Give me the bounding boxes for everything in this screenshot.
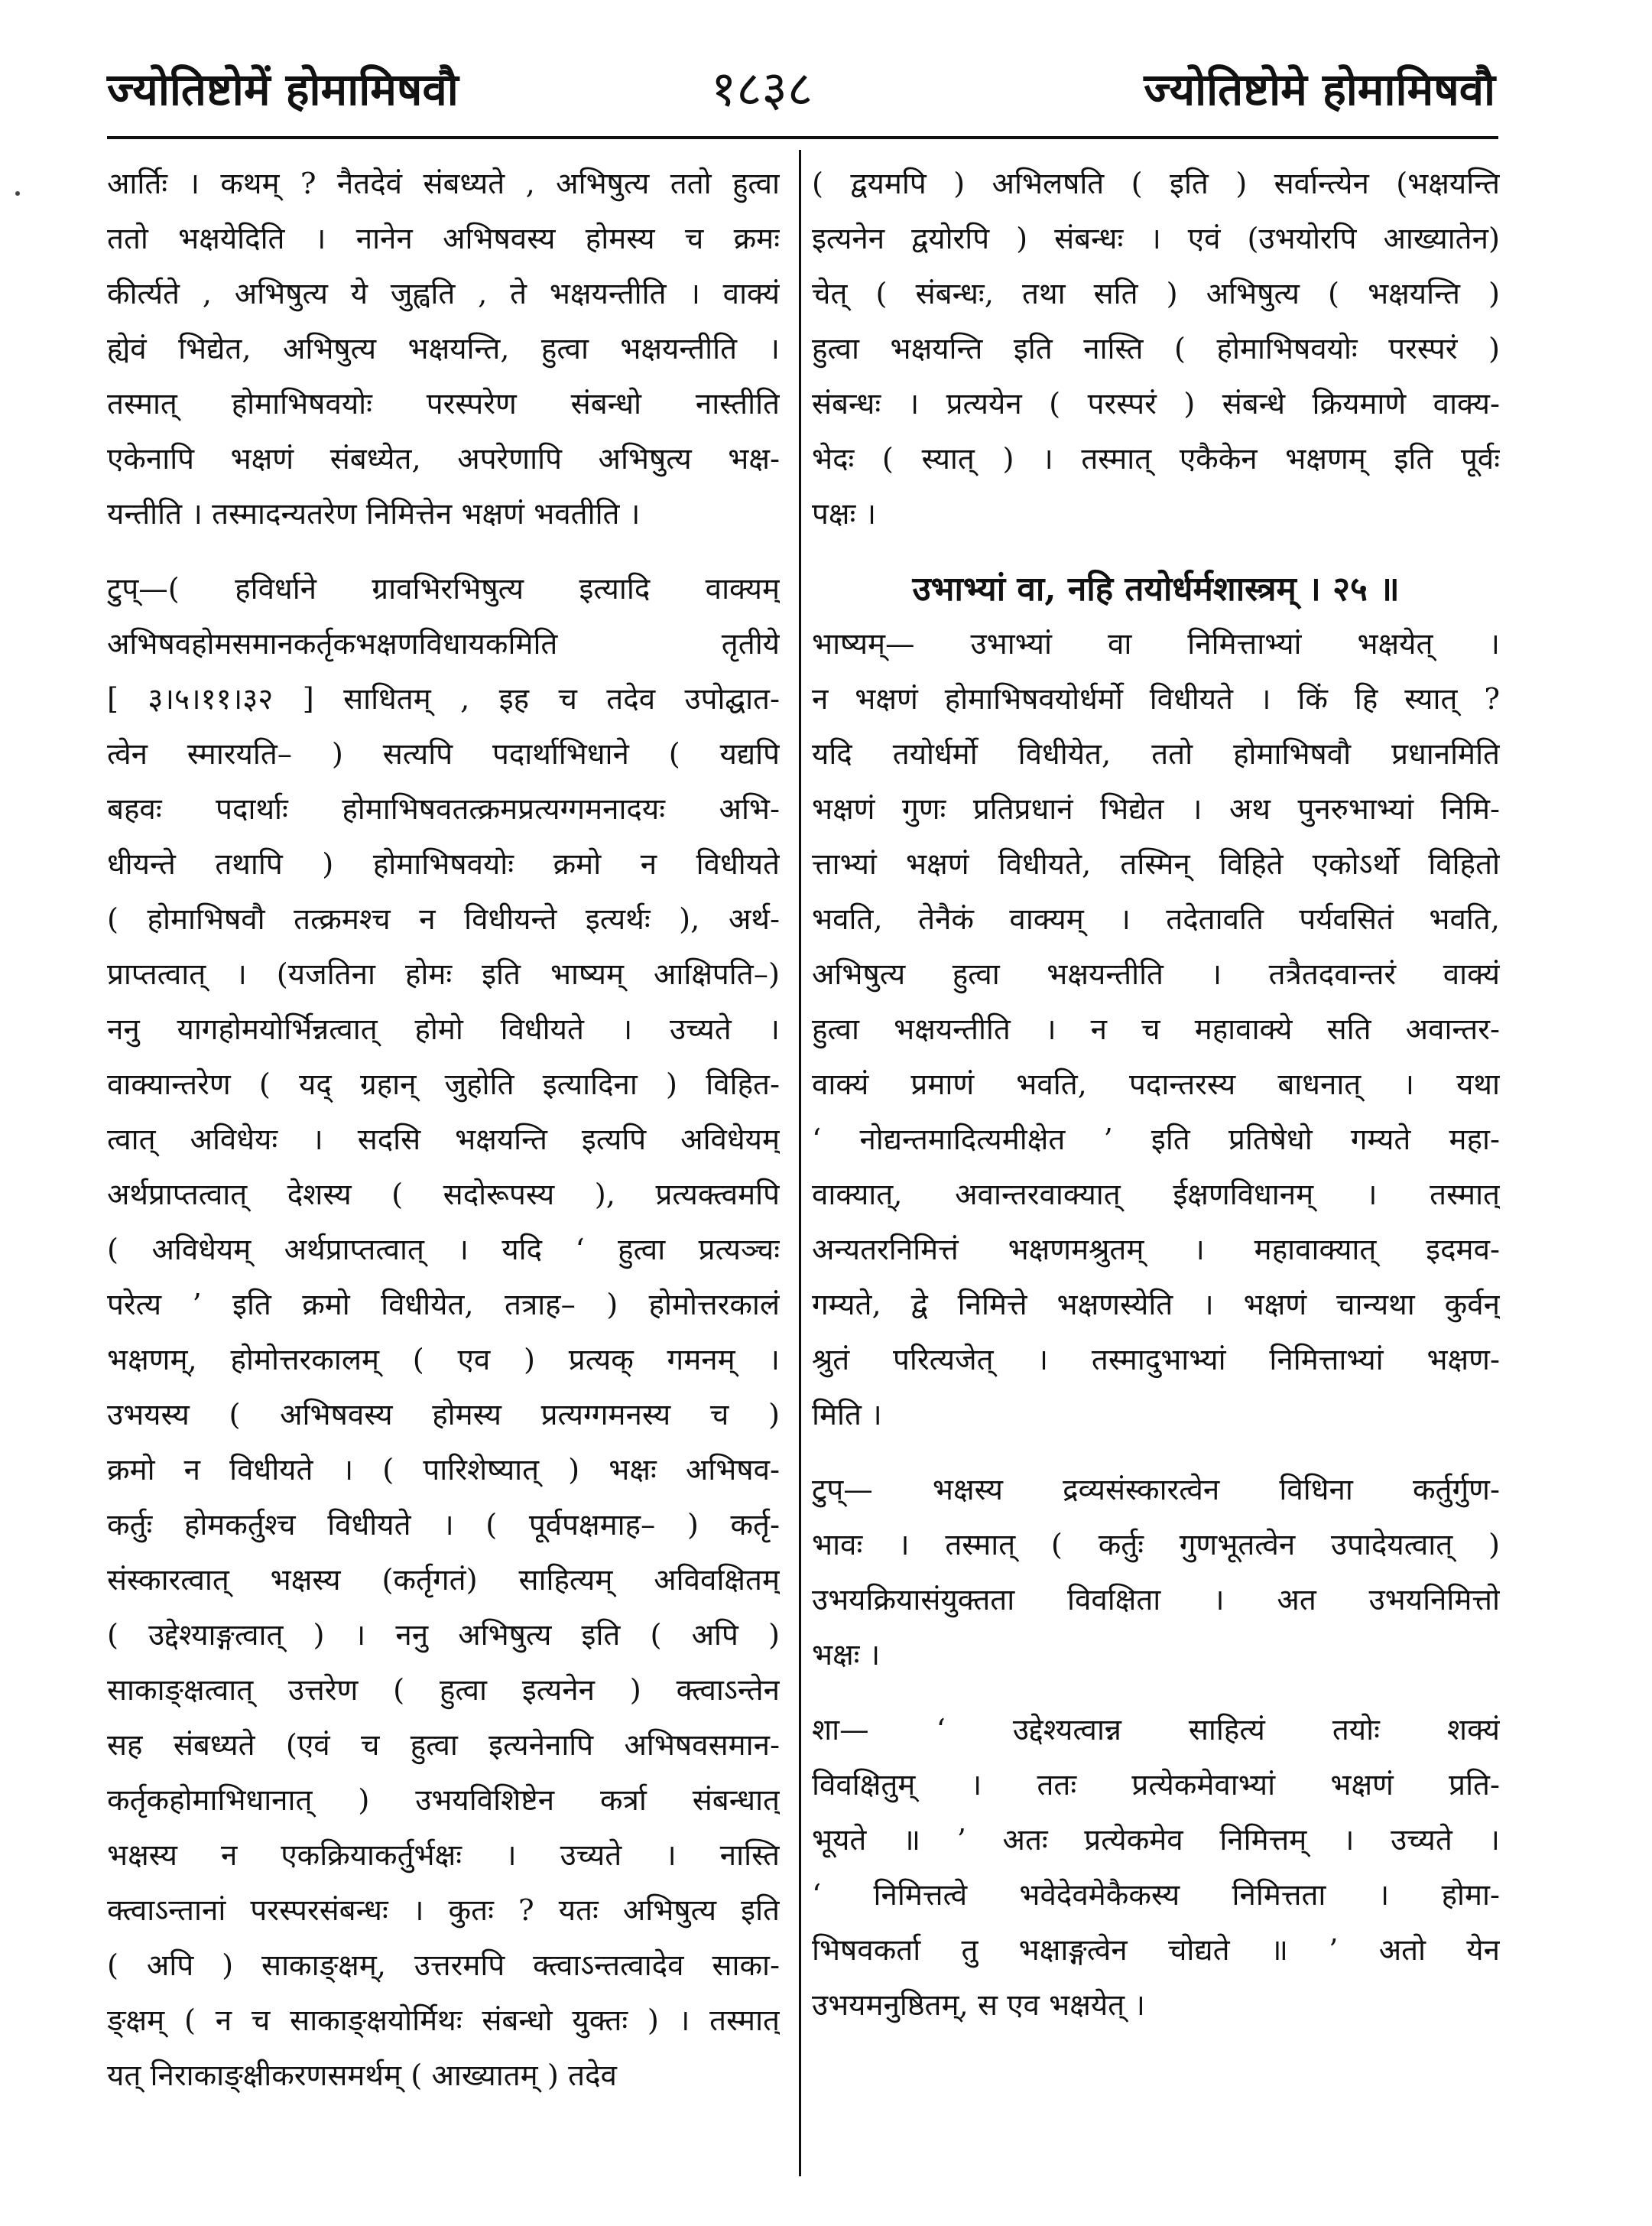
text-line: त्वात् अविधेयः । सदसि भक्षयन्ति इत्यपि अविधेयम् bbox=[107, 1123, 780, 1157]
text-line: त्ताभ्यां भक्षणं विधीयते, तस्मिन् विहिते एकोऽर्थो विहितो bbox=[812, 847, 1500, 882]
text-line: सह संबध्यते (एवं च हुत्वा इत्यनेनापि अभिषवसमान- bbox=[107, 1728, 780, 1763]
text-line: अभिषवहोमसमानकर्तृकभक्षणविधायकमिति तृतीये bbox=[107, 627, 780, 661]
paragraph-gap bbox=[107, 542, 780, 562]
text-line: कर्तुः होमकर्तुश्च विधीयते । ( पूर्वपक्षमाह– ) कर्तृ- bbox=[107, 1508, 780, 1542]
page-number: १८३८ bbox=[711, 61, 813, 118]
text-line: अर्थप्राप्तत्वात् देशस्य ( सदोरूपस्य ), प्रत्यक्त्वमपि bbox=[107, 1178, 780, 1212]
text-line: साकाङ्क्षत्वात् उत्तरेण ( हुत्वा इत्यनेन ) क्त्वाऽन्तेन bbox=[107, 1673, 780, 1708]
text-line: कीर्त्यते , अभिषुत्य ये जुह्वति , ते भक्षयन्तीति । वाक्यं bbox=[107, 277, 780, 311]
text-line: उभयक्रियासंयुक्तता विवक्षिता । अत उभयनिमित्तो bbox=[812, 1583, 1500, 1617]
text-line: यदि तयोर्धर्मो विधीयेत, ततो होमाभिषवौ प्रधानमिति bbox=[812, 737, 1500, 772]
text-line: शा— ‘ उद्देश्यत्वान्न साहित्यं तयोः शक्यं bbox=[812, 1713, 1500, 1747]
text-line: संस्कारत्वात् भक्षस्य (कर्तृगतं) साहित्यम् अविवक्षितम् bbox=[107, 1563, 780, 1597]
text-line: ननु यागहोमयोर्भिन्नत्वात् होमो विधीयते । उच्यते । bbox=[107, 1012, 780, 1047]
text-line: ( उद्देश्याङ्गत्वात् ) । ननु अभिषुत्य इति ( अपि ) bbox=[107, 1618, 780, 1652]
header-rule bbox=[107, 136, 1498, 139]
text-line: मिति । bbox=[812, 1398, 882, 1432]
text-line: टुप्— भक्षस्य द्रव्यसंस्कारत्वेन विधिना कर्तुर्गुण- bbox=[812, 1473, 1500, 1507]
text-line: यन्तीति । तस्मादन्यतरेण निमित्तेन भक्षणं भवतीति । bbox=[107, 497, 641, 531]
text-line: प्राप्तत्वात् । (यजतिना होमः इति भाष्यम् आक्षिपति–) bbox=[107, 957, 780, 992]
text-line: चेत् ( संबन्धः, तथा सति ) अभिषुत्य ( भक्षयन्ति ) bbox=[812, 277, 1500, 311]
text-line: गम्यते, द्वे निमित्ते भक्षणस्येति । भक्षणं चान्यथा कुर्वन् bbox=[812, 1288, 1500, 1322]
right-column bbox=[812, 157, 1500, 2033]
text-line: हुत्वा भक्षयन्ति इति नास्ति ( होमाभिषवयोः परस्परं ) bbox=[812, 332, 1500, 366]
text-line: पक्षः । bbox=[812, 497, 877, 531]
text-line: हुत्वा भक्षयन्तीति । न च महावाक्ये सति अवान्तर- bbox=[812, 1012, 1500, 1047]
text-line: संबन्धः । प्रत्ययेन ( परस्परं ) संबन्धे क्रियमाणे वाक्य- bbox=[812, 387, 1500, 421]
text-line: एकेनापि भक्षणं संबध्येत, अपरेणापि अभिषुत्य भक्ष- bbox=[107, 442, 780, 476]
text-line: ( होमाभिषवौ तत्क्रमश्च न विधीयन्ते इत्यर्थः ), अर्थ- bbox=[107, 902, 780, 937]
paragraph-gap bbox=[812, 1683, 1500, 1703]
running-title-left: ज्योतिष्टोमें होमामिषवौ bbox=[107, 63, 459, 115]
text-line: भक्षणं गुणः प्रतिप्रधानं भिद्येत । अथ पुनरुभाभ्यां निमि- bbox=[812, 792, 1500, 827]
text-line: ( अपि ) साकाङ्क्षम्, उत्तरमपि क्त्वाऽन्तत्वादेव साका- bbox=[107, 1948, 780, 1983]
text-line: टुप्—( हविर्धाने ग्रावभिरभिषुत्य इत्यादि वाक्यम् bbox=[107, 572, 780, 606]
text-line: ततो भक्षयेदिति । नानेन अभिषवस्य होमस्य च क्रमः bbox=[107, 222, 780, 256]
sutra-heading: उभाभ्यां वा, नहि तयोर्धर्मशास्त्रम् । २५ ॥ bbox=[912, 570, 1400, 609]
text-line: भक्षः । bbox=[812, 1638, 881, 1672]
text-line: ‘ नोद्यन्तमादित्यमीक्षेत ’ इति प्रतिषेधो गम्यते महा- bbox=[812, 1123, 1500, 1157]
text-line: क्त्वाऽन्तानां परस्परसंबन्धः । कुतः ? यतः अभिषुत्य इति bbox=[107, 1893, 780, 1928]
text-line: क्रमो न विधीयते । ( पारिशेष्यात् ) भक्षः अभिषव- bbox=[107, 1453, 780, 1487]
text-line: न भक्षणं होमाभिषवयोर्धर्मो विधीयते । किं हि स्यात् ? bbox=[812, 682, 1500, 717]
text-line: त्वेन स्मारयति– ) सत्यपि पदार्थाभिधाने ( यद्यपि bbox=[107, 737, 780, 772]
text-line: परेत्य ’ इति क्रमो विधीयेत, तत्राह– ) होमोत्तरकालं bbox=[107, 1288, 780, 1322]
text-line: कर्तृकहोमाभिधानात् ) उभयविशिष्टेन कर्त्रा संबन्धात् bbox=[107, 1783, 780, 1818]
text-line: ह्येवं भिद्येत, अभिषुत्य भक्षयन्ति, हुत्वा भक्षयन्तीति । bbox=[107, 332, 780, 366]
text-line: विवक्षितुम् । ततः प्रत्येकमेवाभ्यां भक्षणं प्रति- bbox=[812, 1768, 1500, 1802]
text-line: उभयस्य ( अभिषवस्य होमस्य प्रत्यग्गमनस्य च ) bbox=[107, 1398, 780, 1432]
text-line: श्रुतं परित्यजेत् । तस्मादुभाभ्यां निमित्ताभ्यां भक्षण- bbox=[812, 1343, 1500, 1377]
column-divider bbox=[799, 150, 801, 2176]
text-line: वाक्यान्तरेण ( यद् ग्रहान् जुहोति इत्यादिना ) विहित- bbox=[107, 1068, 780, 1102]
text-line: अभिषुत्य हुत्वा भक्षयन्तीति । तत्रैतदवान्तरं वाक्यं bbox=[812, 957, 1500, 992]
text-line: भक्षस्य न एकक्रियाकर्तुर्भक्षः । उच्यते । नास्ति bbox=[107, 1838, 780, 1873]
text-line: ‘ निमित्तत्वे भवेदेवमेकैकस्य निमित्तता । होमा- bbox=[812, 1878, 1500, 1912]
left-column bbox=[107, 157, 780, 2104]
running-title-right: ज्योतिष्टोमे होमामिषवौ bbox=[1144, 63, 1495, 115]
text-line: यत् निराकाङ्क्षीकरणसमर्थम् ( आख्यातम् ) तदेव bbox=[107, 2059, 617, 2093]
text-line: इत्यनेन द्वयोरपि ) संबन्धः । एवं (उभयोरपि आख्यातेन) bbox=[812, 222, 1500, 256]
text-line: भूयते ॥ ’ अतः प्रत्येकमेव निमित्तम् । उच्यते । bbox=[812, 1823, 1500, 1857]
text-line: ङ्क्षम् ( न च साकाङ्क्षयोर्मिथः संबन्धो युक्तः ) । तस्मात् bbox=[107, 2003, 780, 2038]
text-line: भक्षणम्, होमोत्तरकालम् ( एव ) प्रत्यक् गमनम् । bbox=[107, 1343, 780, 1377]
text-line: वाक्यात्, अवान्तरवाक्यात् ईक्षणविधानम् । तस्मात् bbox=[812, 1178, 1500, 1212]
text-line: धीयन्ते तथापि ) होमाभिषवयोः क्रमो न विधीयते bbox=[107, 847, 780, 882]
paragraph-gap bbox=[812, 542, 1500, 562]
text-line: ( द्वयमपि ) अभिलषति ( इति ) सर्वान्त्येन (भक्षयन्ति bbox=[812, 167, 1500, 201]
text-line: उभयमनुष्ठितम्, स एव भक्षयेत् । bbox=[812, 1988, 1145, 2023]
page-header bbox=[0, 0, 1652, 145]
text-line: तस्मात् होमाभिषवयोः परस्परेण संबन्धो नास्तीति bbox=[107, 387, 780, 421]
text-line: बहवः पदार्थाः होमाभिषवतत्क्रमप्रत्यग्गमनादयः अभि- bbox=[107, 792, 780, 827]
text-line: भिषवकर्ता तु भक्षाङ्गत्वेन चोद्यते ॥ ’ अतो येन bbox=[812, 1933, 1500, 1968]
text-line: अन्यतरनिमित्तं भक्षणमश्रुतम् । महावाक्यात् इदमव- bbox=[812, 1233, 1500, 1267]
text-line: [ ३।५।११।३२ ] साधितम् , इह च तदेव उपोद्घात- bbox=[107, 682, 780, 717]
text-line: भवति, तेनैकं वाक्यम् । तदेतावति पर्यवसितं भवति, bbox=[812, 902, 1500, 937]
text-line: वाक्यं प्रमाणं भवति, पदान्तरस्य बाधनात् । यथा bbox=[812, 1068, 1500, 1102]
margin-dot bbox=[15, 191, 20, 196]
text-line: भाष्यम्— उभाभ्यां वा निमित्ताभ्यां भक्षयेत् । bbox=[812, 627, 1500, 661]
text-line: ( अविधेयम् अर्थप्राप्तत्वात् । यदि ‘ हुत्वा प्रत्यञ्चः bbox=[107, 1233, 780, 1267]
text-line: आर्तिः । कथम् ? नैतदेवं संबध्यते , अभिषुत्य ततो हुत्वा bbox=[107, 167, 780, 201]
text-line: भावः । तस्मात् ( कर्तुः गुणभूतत्वेन उपादेयत्वात् ) bbox=[812, 1528, 1500, 1562]
text-line: भेदः ( स्यात् ) । तस्मात् एकैकेन भक्षणम् इति पूर्वः bbox=[812, 442, 1500, 476]
paragraph-gap bbox=[812, 1443, 1500, 1463]
